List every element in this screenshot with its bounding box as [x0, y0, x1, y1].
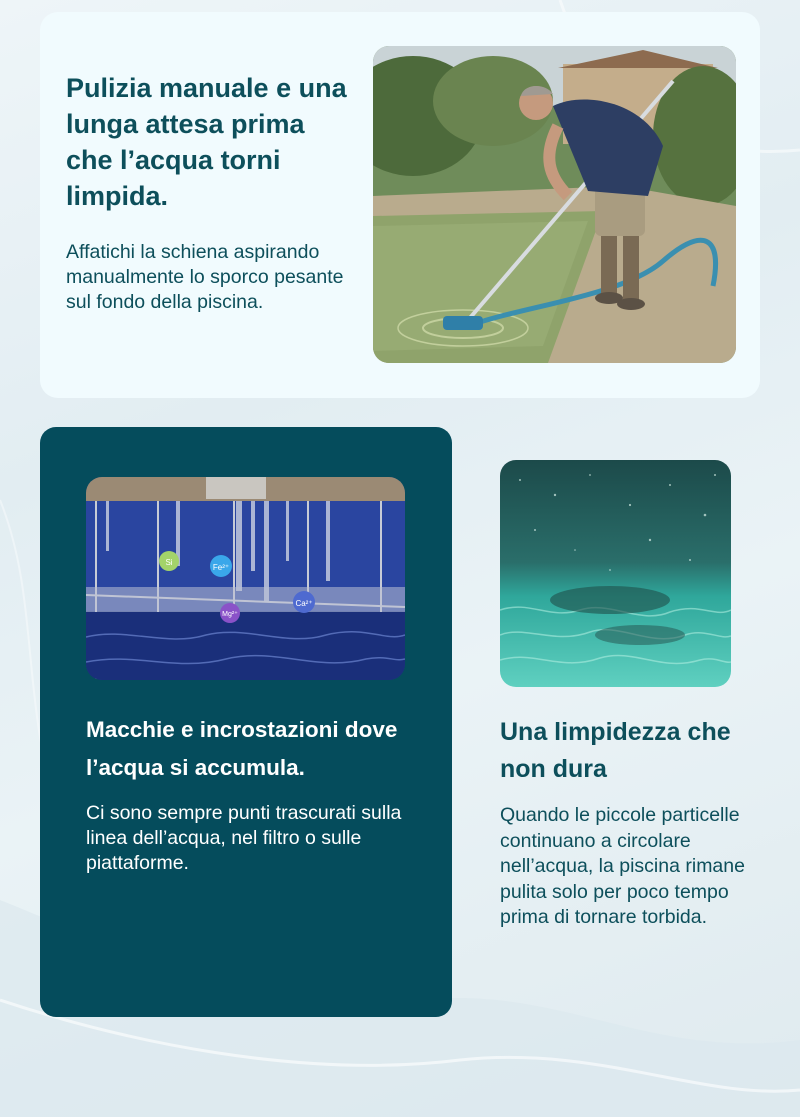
limescale-title: Macchie e incrostazioni dove l’acqua si accumula. [86, 717, 398, 780]
clarity-title: Una limpidezza che non dura [500, 718, 731, 783]
limescale-pool-tiles-photo [86, 477, 405, 680]
mineral-ca-label: Ca²⁺ [295, 599, 313, 608]
man-vacuuming-pool-photo [373, 46, 736, 363]
limescale-card [40, 427, 452, 1017]
clarity-card [500, 460, 760, 990]
mineral-si-label: Si [165, 558, 173, 567]
underwater-particles-photo [500, 460, 731, 687]
mineral-fe-label: Fe²⁺ [212, 563, 230, 572]
limescale-text: Ci sono sempre punti trascurati sulla linea dell’acqua, nel filtro o sulle piattaforme. [86, 802, 402, 874]
mineral-mg-label: Mg²⁺ [222, 611, 238, 618]
manual-cleaning-text: Affatichi la schiena aspirando manualmente lo sporco pesante sul fondo della piscina. [66, 241, 344, 313]
manual-cleaning-card [40, 12, 760, 398]
clarity-text: Quando le piccole particelle continuano a circolare nell’acqua, la piscina rimane pulita solo per poco tempo prima di tornare torbida. [500, 804, 745, 928]
manual-cleaning-title: Pulizia manuale e una lunga attesa prima che l’acqua torni limpida. [66, 73, 347, 211]
